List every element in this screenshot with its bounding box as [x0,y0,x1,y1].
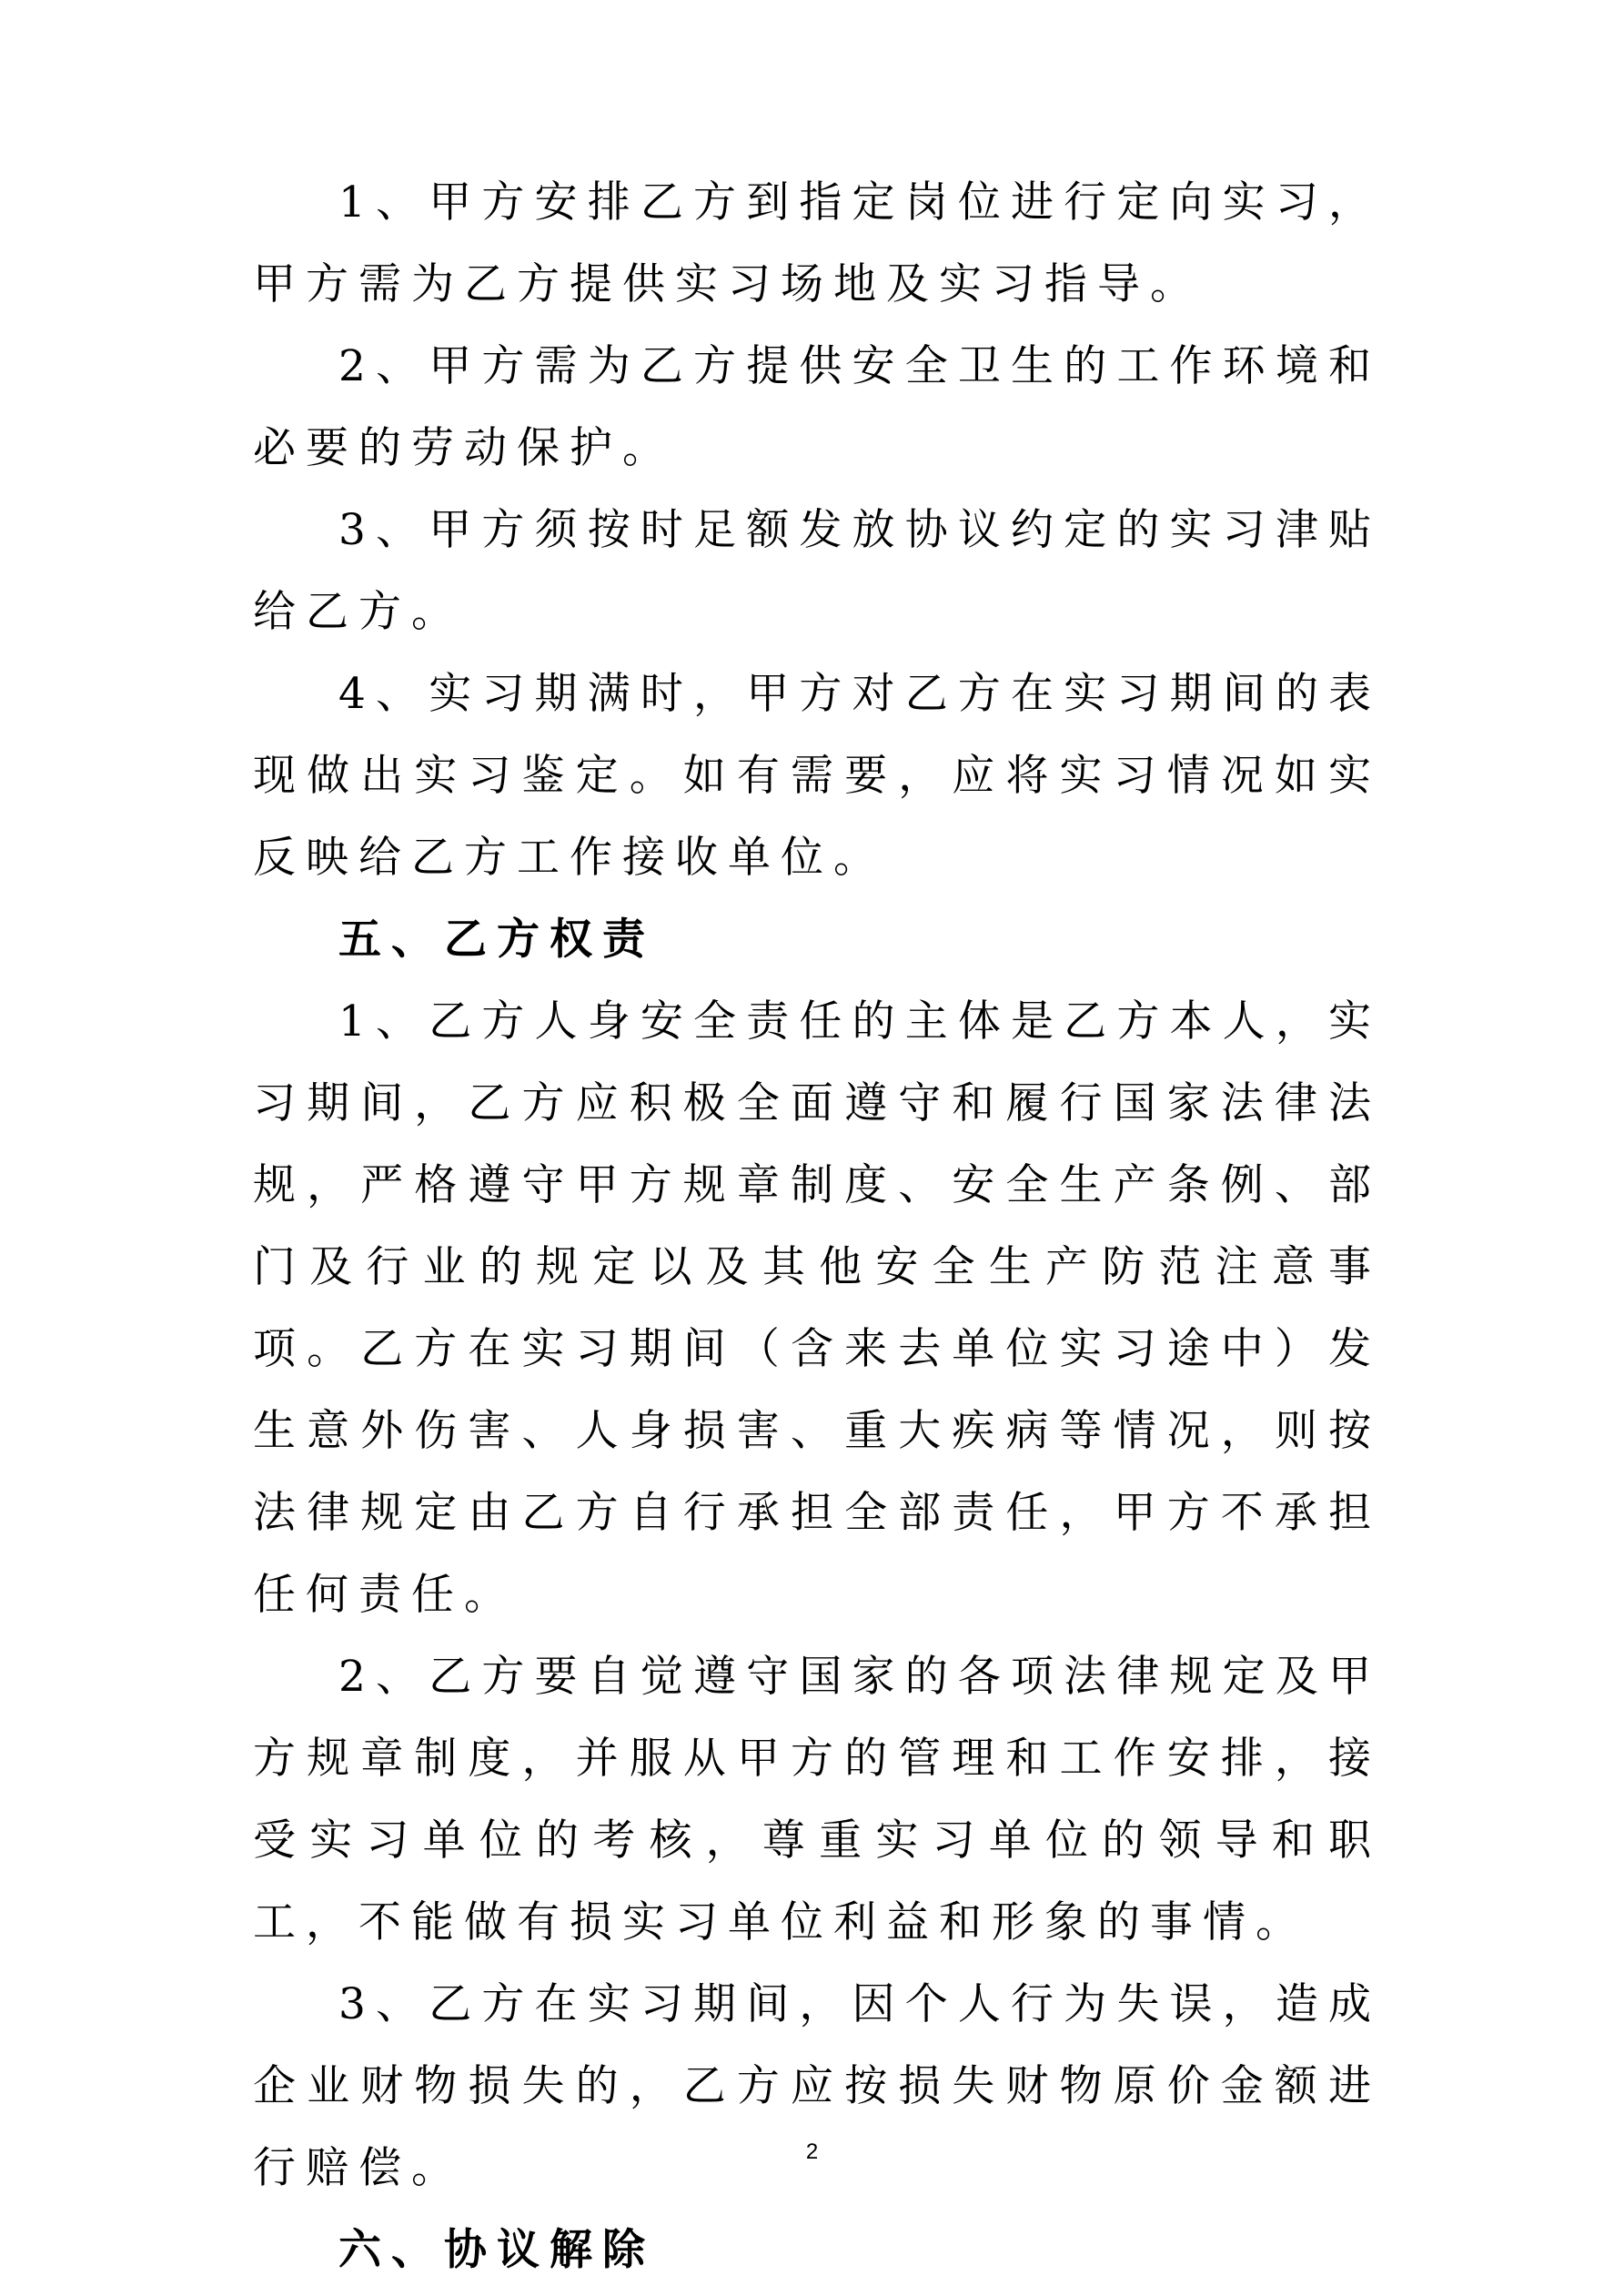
clause-party-a-2: 2、甲方需为乙方提供安全卫生的工作环境和必要的劳动保护。 [253,341,1381,473]
page-number: 2 [805,2139,819,2164]
clause-party-b-1: 1、乙方人身安全责任的主体是乙方本人，实习期间，乙方应积极全面遵守和履行国家法律法规，严格遵守甲方规章制度、安全生产条例、部门及行业的规定以及其他安全生产防范注意事项。乙方在实习期间（含来去单位实习途中）发生意外伤害、人身损害、重大疾病等情况，则按法律规定由乙方自行承担全部责任，甲方不承担任何责任。 [253,996,1381,1620]
clause-party-b-2: 2、乙方要自觉遵守国家的各项法律规定及甲方规章制度，并服从甲方的管理和工作安排，接受实习单位的考核，尊重实习单位的领导和职工，不能做有损实习单位利益和形象的事情。 [253,1652,1381,1947]
section-heading-party-b-rights: 五、乙方权责 [338,915,655,965]
document-body [253,162,1381,2291]
clause-party-a-3: 3、甲方须按时足额发放协议约定的实习津贴给乙方。 [253,505,1381,637]
clause-party-a-4: 4、实习期满时，甲方对乙方在实习期间的表现做出实习鉴定。如有需要，应将实习情况如实反映给乙方工作接收单位。 [253,669,1381,883]
clause-party-a-1: 1、甲方安排乙方到指定岗位进行定向实习，甲方需为乙方提供实习场地及实习指导。 [253,177,1381,309]
section-heading-termination: 六、协议解除 [338,2225,655,2275]
clause-party-b-3: 3、乙方在实习期间，因个人行为失误，造成企业财物损失的，乙方应按损失财物原价金额进行赔偿。 [253,1979,1381,2193]
